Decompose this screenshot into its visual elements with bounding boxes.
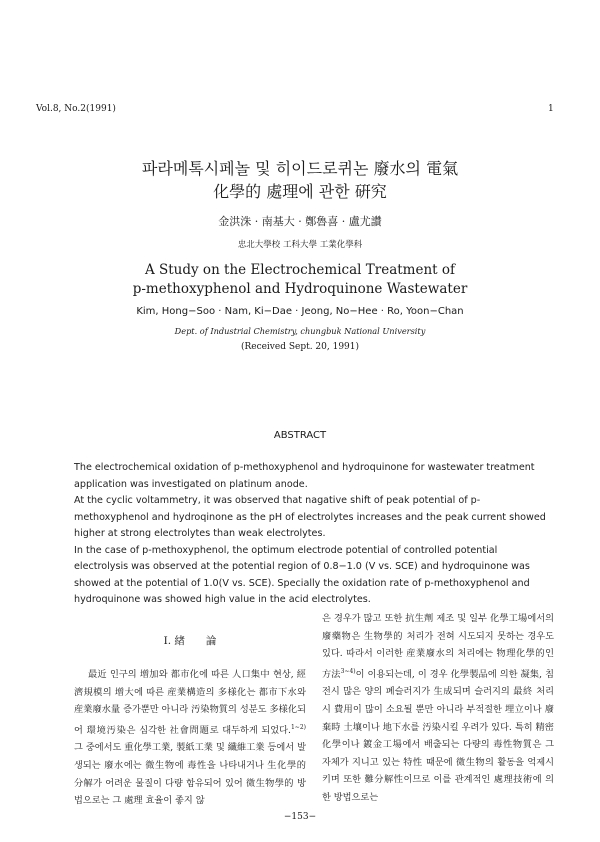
abstract-heading: ABSTRACT: [273, 430, 327, 441]
footer-page-number: −153−: [283, 812, 317, 822]
section-heading-introduction: Ⅰ. 緖 論: [163, 635, 217, 647]
korean-title-line2: 化學的 處理에 관한 硏究: [213, 182, 387, 201]
abstract-paragraph: At the cyclic voltammetry, it was observed that nagative shift of peak potential of p-methoxyphenol and hydroqinone as the pH of electrolytes increases and the peak current showed higher at strong electrolytes than weak electrolytes.: [74, 495, 546, 539]
korean-authors: 金洪洙 · 南基大 · 鄭魯喜 · 盧尤讚: [218, 215, 382, 228]
received-date: (Received Sept. 20, 1991): [240, 342, 360, 352]
right-text-a: 은 경우가 많고 또한 抗生劑 제조 및 일부 化學工場에서의 廢藥物은 生物學的 처리가 전혀 시도되지 못하는 경우도 있다. 따라서 이러한 産業廢水의 처리에는 物理化學的인 方法: [322, 613, 554, 680]
journal-volume: Vol.8, No.2(1991): [36, 104, 116, 114]
reference-marker: 1~2): [290, 723, 306, 731]
abstract-body: [74, 460, 554, 609]
right-paragraph: [322, 610, 554, 807]
intro-paragraph: [74, 666, 306, 810]
intro-text-a: 最近 인구의 增加와 都市化에 따른 人口集中 현상, 經濟規模의 增大에 따른 産業構造의 多様化는 都市下水와 産業廢水量 증가뿐만 아니라 汚染物質의 성분도 多様化되어 環境汚染은 심각한 社會問題로 대두하게 되었다.: [74, 669, 306, 736]
intro-text-b: 그 중에서도 重化學工業, 製紙工業 및 纖維工業 등에서 발생되는 廢水에는 微生物에 毒性을 나타내거나 生化學的 分解가 어려운 물질이 다량 함유되어 있어 微生物學的 방법으로는 그 處理 효율이 좋지 않: [74, 742, 306, 807]
right-text-b: 이 이용되는데, 이 경우 化學製品에 의한 凝集, 침전시 많은 양의 폐슬러지가 生成되며 슬러지의 最終 처리시 費用이 많이 소요될 뿐만 아니라 부적절한 埋立이나 廢棄時 土壤이나 地下水를 汚染시킬 우려가 있다. 특히 精密化學이나 鍍金工場에서 배출되는 다량의 毒性物質은 그 자체가 지니고 있는 特性 때문에 微生物의 활동을 억제시키며 또한 難分解性이므로 이를 관계적인 處理技術에 의한 방법으로는: [322, 668, 554, 803]
english-title-line2: p-methoxyphenol and Hydroquinone Wastewater: [132, 281, 468, 297]
left-column-text: [74, 666, 306, 810]
english-affiliation: Dept. of Industrial Chemistry, chungbuk National University: [174, 326, 426, 336]
reference-marker: 3~4): [340, 667, 356, 675]
english-title-line1: A Study on the Electrochemical Treatment of: [144, 262, 456, 278]
abstract-paragraph: In the case of p-methoxyphenol, the optimum electrode potential of controlled potential electrolysis was observed at the potential region of 0.8−1.0 (V vs. SCE) and hydroquinone was showed at the potential of 1.0(V vs. SCE). Specially the oxidation rate of p-methoxyphenol and hydroquinone was showed high value in the acid electrolytes.: [74, 544, 530, 605]
korean-title-line1: 파라메톡시페놀 및 히이드로퀴논 廢水의 電氣: [141, 159, 459, 178]
korean-affiliation: 忠北大學校 工科大學 工業化學科: [237, 240, 363, 250]
right-column-text: [322, 610, 554, 807]
abstract-paragraph: The electrochemical oxidation of p-methoxyphenol and hydroquinone for wastewater treatment application was investigated on platinum anode.: [74, 462, 535, 490]
english-authors: Kim, Hong−Soo · Nam, Ki−Dae · Jeong, No−Hee · Ro, Yoon−Chan: [136, 306, 464, 317]
page-number: 1: [548, 104, 554, 114]
